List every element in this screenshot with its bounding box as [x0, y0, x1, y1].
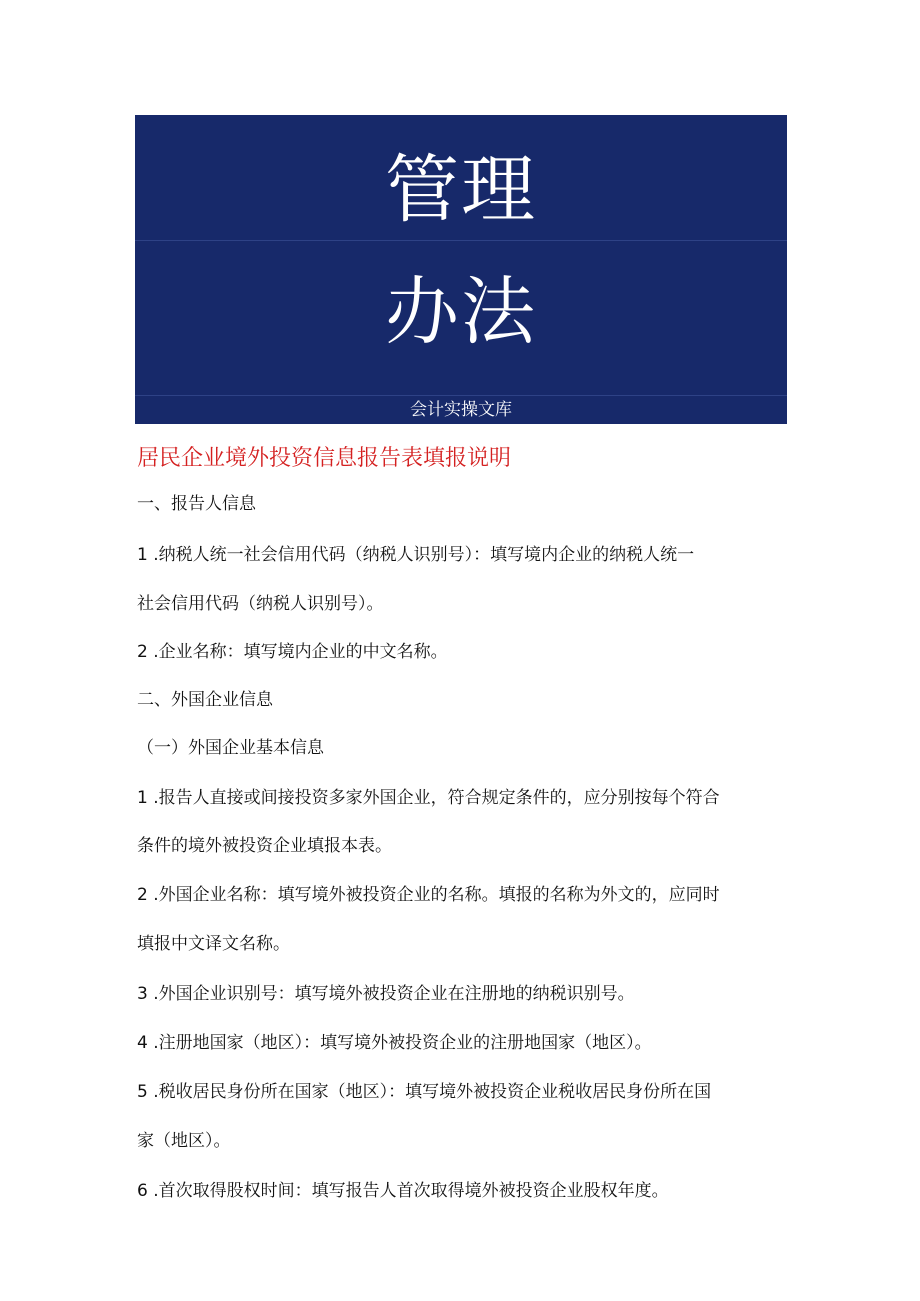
- banner-title-line2: 办法: [385, 269, 537, 355]
- paragraph-line: 4 .注册地国家（地区）：填写境外被投资企业的注册地国家（地区）。: [137, 1033, 652, 1053]
- paragraph-line: 社会信用代码（纳税人识别号）。: [137, 594, 384, 614]
- paragraph-line: 5 .税收居民身份所在国家（地区）：填写境外被投资企业税收居民身份所在国: [137, 1082, 712, 1102]
- paragraph-line: 3 .外国企业识别号：填写境外被投资企业在注册地的纳税识别号。: [137, 984, 635, 1004]
- paragraph-line: 2 .外国企业名称：填写境外被投资企业的名称。填报的名称为外文的，应同时: [137, 885, 720, 905]
- banner-title-line1: 管理: [385, 147, 537, 233]
- banner-divider-bottom: [135, 395, 787, 396]
- subsection-heading-basic-info: （一）外国企业基本信息: [137, 738, 324, 758]
- paragraph-line: 1 .报告人直接或间接投资多家外国企业，符合规定条件的，应分别按每个符合: [137, 788, 720, 808]
- section-heading-foreign-info: 二、外国企业信息: [137, 690, 273, 710]
- paragraph-line: 家（地区）。: [137, 1131, 231, 1151]
- section-heading-reporter-info: 一、报告人信息: [137, 494, 256, 514]
- paragraph-line: 填报中文译文名称。: [137, 934, 290, 954]
- document-title: 居民企业境外投资信息报告表填报说明: [137, 446, 512, 471]
- paragraph-line: 1 .纳税人统一社会信用代码（纳税人识别号）：填写境内企业的纳税人统一: [137, 545, 695, 565]
- banner-subtitle: 会计实操文库: [410, 400, 512, 420]
- cover-banner: [135, 115, 787, 424]
- paragraph-line: 2 .企业名称：填写境内企业的中文名称。: [137, 642, 448, 662]
- paragraph-line: 6 .首次取得股权时间：填写报告人首次取得境外被投资企业股权年度。: [137, 1181, 669, 1201]
- banner-divider-top: [135, 240, 787, 241]
- paragraph-line: 条件的境外被投资企业填报本表。: [137, 836, 392, 856]
